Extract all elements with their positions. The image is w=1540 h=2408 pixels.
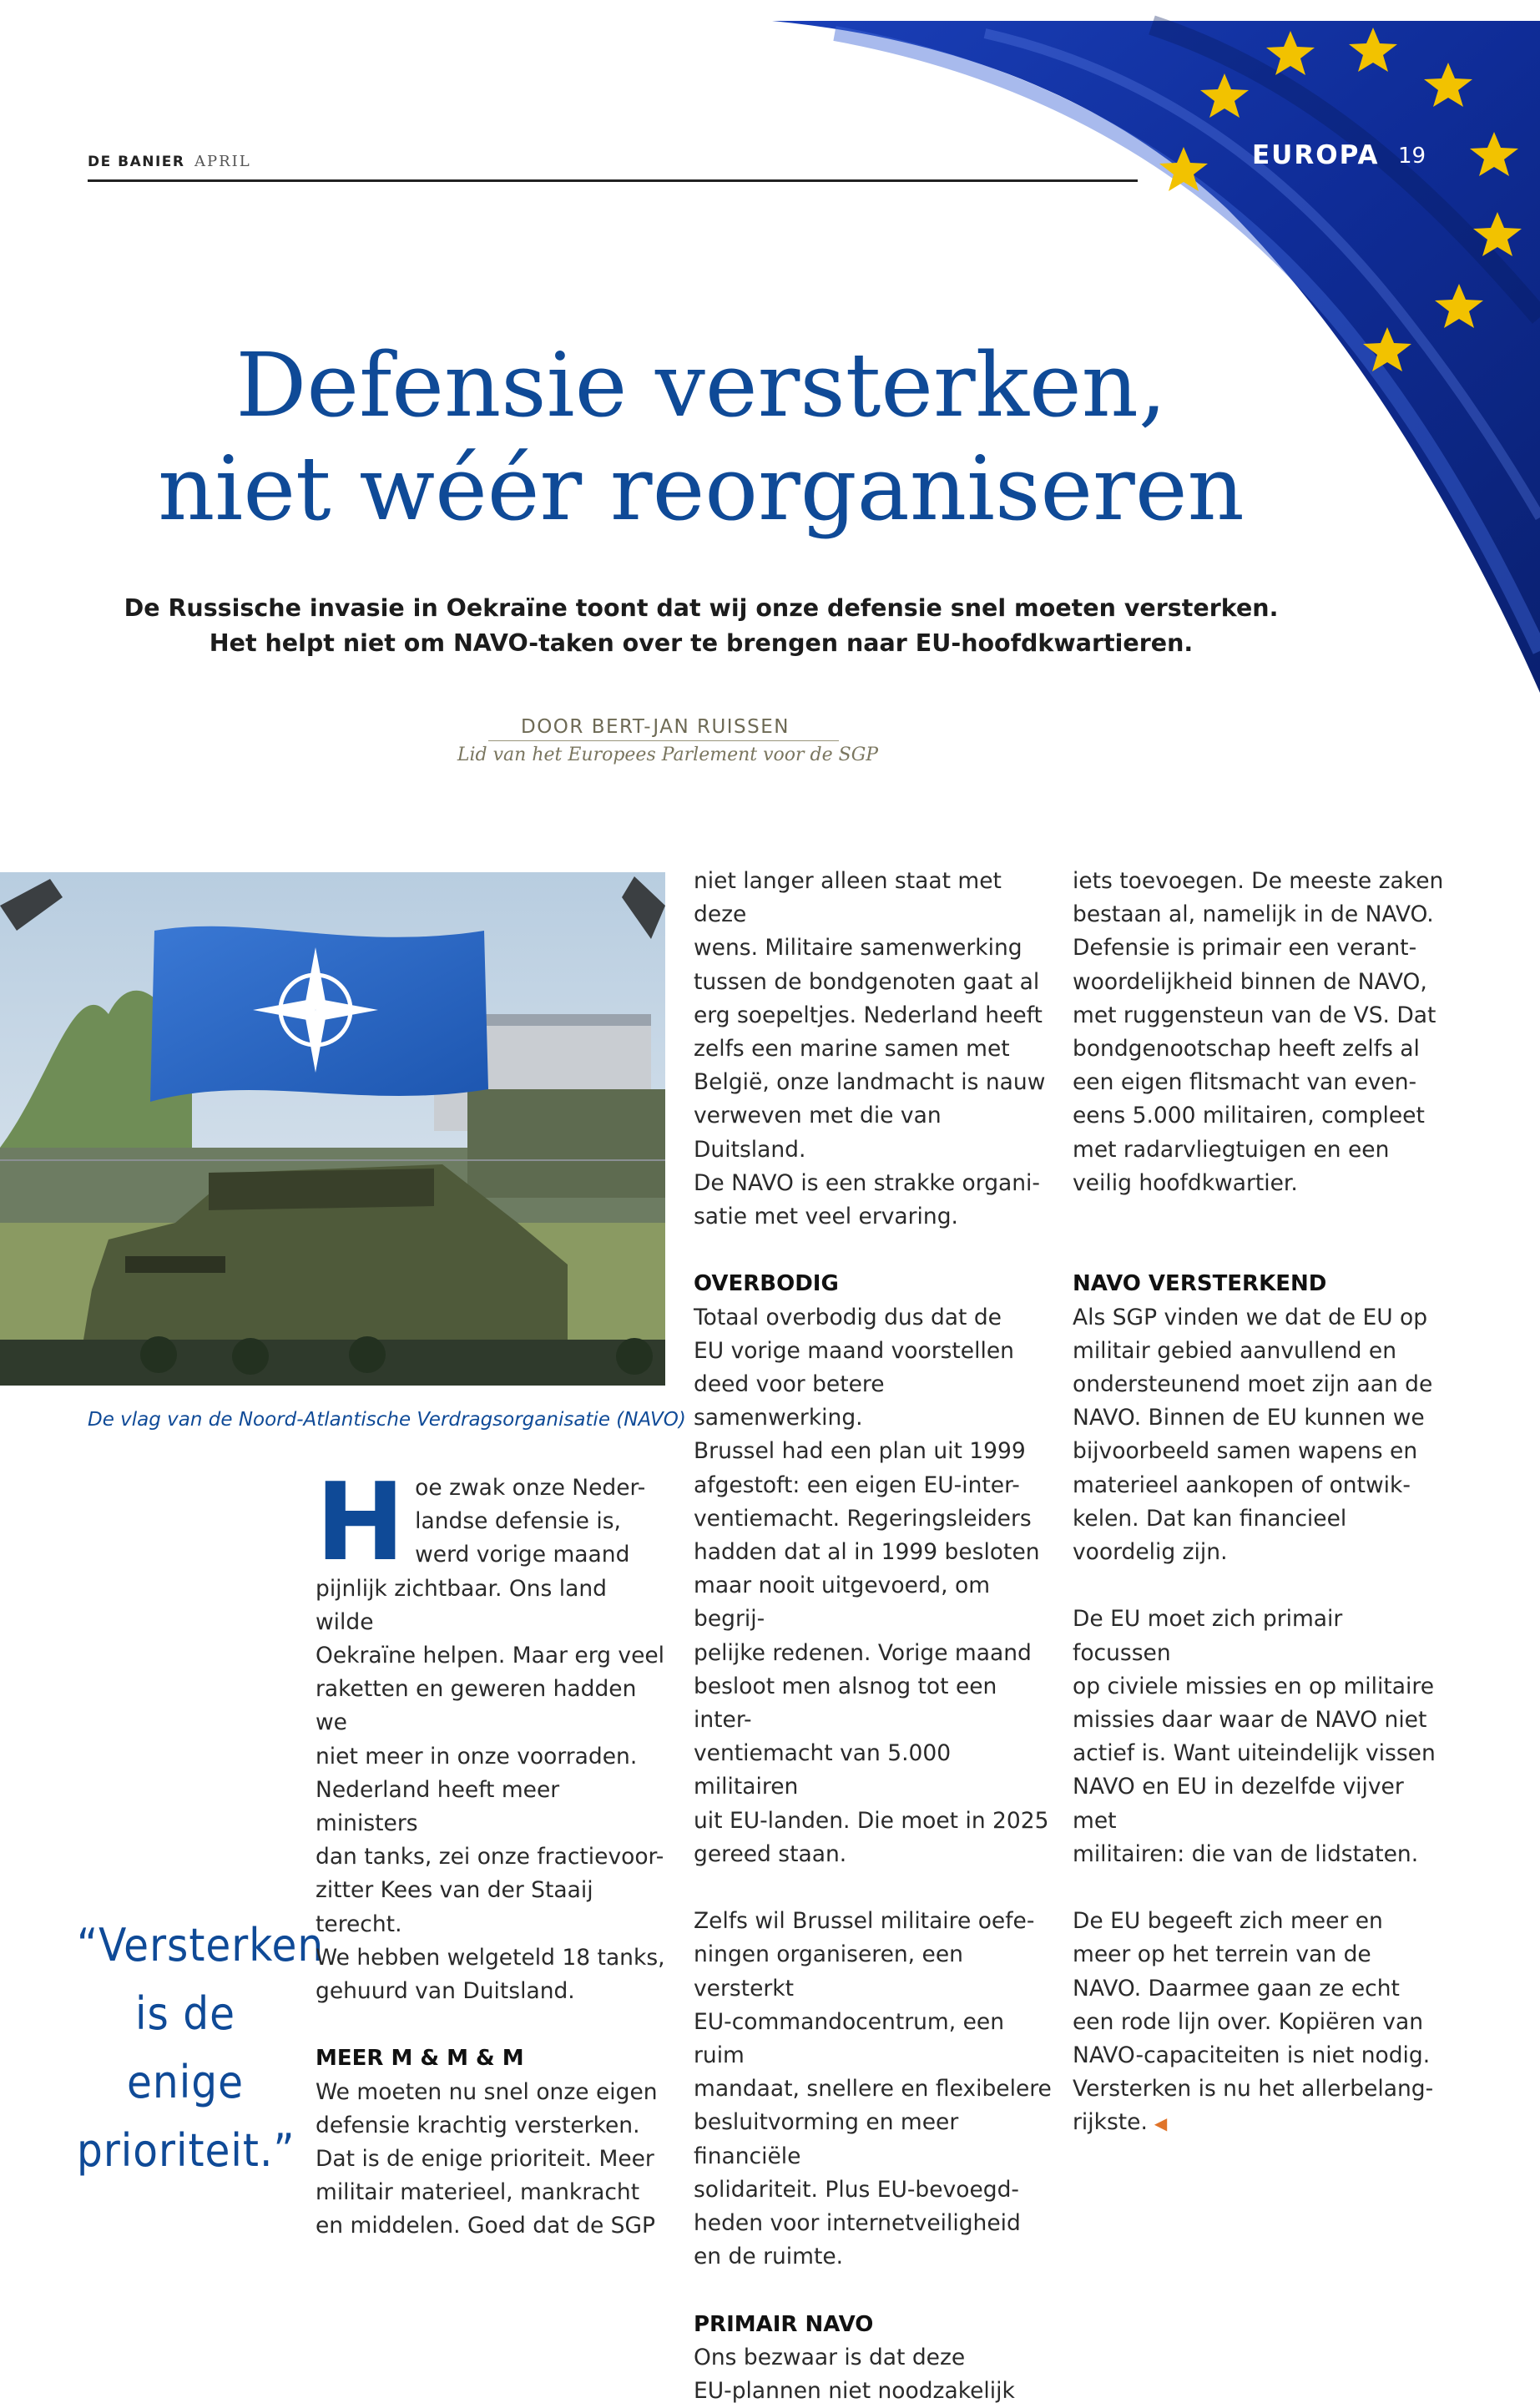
body-text: woordelijkheid binnen de NAVO, [1073,968,1427,995]
body-text-line [1073,1838,1444,1871]
body-text-line [694,2375,1053,2408]
body-text: Zelfs wil Brussel militaire oefe- [694,1908,1035,1935]
body-text: defensie krachtig versterken. [316,2112,640,2138]
body-text-line [316,1639,666,1673]
body-text: NAVO. Daarmee gaan ze echt [1073,1975,1400,2002]
subheading: MEER M & M & M [316,2046,524,2072]
body-text-line [1073,1066,1444,1099]
body-text-line [1073,1972,1444,2006]
byline-author: DOOR BERT-JAN RUISSEN [520,716,790,738]
body-text-line [694,1469,1053,1502]
body-text: militair gebied aanvullend en [1073,1337,1396,1364]
body-text-line [694,1938,1053,2005]
body-text-line [694,2006,1053,2072]
body-text-line [316,1975,666,2008]
body-text: landse defensie is, [415,1508,621,1535]
intro-line: De Russische invasie in Oekraïne toont dat wij onze defensie snel moeten versterken. [124,594,1279,622]
body-text: Dat is de enige prioriteit. Meer [316,2146,654,2173]
body-text: Brussel had een plan uit 1999 [694,1438,1026,1465]
body-text: NAVO. Binnen de EU kunnen we [1073,1405,1425,1431]
body-text-line [694,2173,1053,2207]
byline-role: Lid van het Europees Parlement voor de SGP [457,745,879,765]
body-text: dan tanks, zei onze fractievoor- [316,1844,664,1870]
photo-caption: De vlag van de Noord-Atlantische Verdragsorganisatie (NAVO) [88,1409,686,1431]
body-text: missies daar waar de NAVO niet [1073,1707,1427,1734]
body-text-line [1073,2006,1444,2039]
body-text: iets toevoegen. De meeste zaken [1073,868,1444,894]
issue-month: APRIL [194,153,251,170]
body-text: België, onze landmacht is nauw [694,1069,1046,1096]
body-text-line [694,1670,1053,1737]
pull-quote [77,1911,325,2185]
page-number: 19 [1398,144,1426,169]
body-text-line [316,2076,666,2109]
body-text: deed voor betere samenwerking. [694,1371,885,1431]
body-text: pelijke redenen. Vorige maand [694,1639,1032,1666]
body-text: ventiemacht. Regeringsleiders [694,1505,1032,1532]
body-text-line [1073,2072,1444,2106]
body-text: met radarvliegtuigen en een [1073,1136,1390,1163]
body-text: bestaan al, namelijk in de NAVO. [1073,901,1434,928]
body-text-line [1073,1670,1444,1704]
body-text-line [1073,1502,1444,1536]
body-text: solidariteit. Plus EU-bevoegd- [694,2176,1019,2203]
body-text: EU vorige maand voorstellen [694,1337,1014,1364]
body-column-2 [694,865,1053,2408]
body-text: een eigen flitsmacht van even- [1073,1069,1417,1096]
body-text-line [316,1774,666,1840]
body-text-line [694,966,1053,999]
body-text: op civiele missies en op militaire [1073,1673,1435,1699]
body-text: gehuurd van Duitsland. [316,1978,575,2005]
section-label: EUROPA [1252,140,1380,170]
body-text-line [1073,1905,1444,1938]
body-text: zitter Kees van der Staaij terecht. [316,1877,593,1937]
body-text-line [1073,898,1444,931]
body-text: bondgenootschap heeft zelfs al [1073,1036,1420,1063]
body-text: We hebben welgeteld 18 tanks, [316,1944,665,1971]
body-text-line [694,1099,1053,1166]
body-text: voordelig zijn. [1073,1539,1228,1566]
body-text: een rode lijn over. Kopiëren van [1073,2008,1424,2035]
body-text: Nederland heeft meer ministers [316,1776,560,1837]
body-text: heden voor internetveiligheid [694,2210,1021,2237]
body-text-line [694,2106,1053,2173]
body-text-line [694,1200,1053,1234]
body-column-1 [316,1461,666,2244]
body-text: niet langer alleen staat met deze [694,868,1002,928]
body-text: niet meer in onze voorraden. [316,1743,638,1769]
photo-illustration [0,872,665,1386]
body-text-line [1073,1368,1444,1401]
body-text-line [1073,1704,1444,1737]
body-text: De EU begeeft zich meer en [1073,1908,1383,1935]
body-text-line [1073,1167,1444,1200]
body-text: Oekraïne helpen. Maar erg veel [316,1643,665,1669]
body-text: raketten en geweren hadden we [316,1676,637,1736]
body-text-line [694,1569,1053,1636]
body-text-line [694,1066,1053,1099]
body-text: maar nooit uitgevoerd, om begrij- [694,1573,991,1633]
header-rule [88,179,1138,182]
body-text: pijnlijk zichtbaar. Ons land wilde [316,1575,607,1635]
body-text-line [316,2209,666,2243]
body-text: meer op het terrein van de [1073,1941,1371,1968]
body-text: bijvoorbeeld samen wapens en [1073,1438,1418,1465]
title-line: niet wéér reorganiseren [158,437,1245,540]
body-text-line [316,2109,666,2143]
body-text-line [694,999,1053,1032]
body-text: actief is. Want uiteindelijk vissen [1073,1740,1436,1767]
body-text: werd vorige maand [415,1542,630,1568]
body-text-line [1073,1032,1444,1066]
body-text: EU-commandocentrum, een ruim [694,2008,1004,2069]
body-text: oe zwak onze Neder- [415,1475,646,1501]
body-text-line [316,1573,666,1639]
body-text-line [694,1502,1053,1536]
body-text-line [694,865,1053,931]
body-text: rijkste. [1073,2109,1148,2136]
body-text-line [694,1032,1053,1066]
body-text: verweven met die van Duitsland. [694,1103,942,1163]
body-text-line [1073,2106,1444,2140]
body-text-line [1073,1938,1444,1971]
body-text: wens. Militaire samenwerking [694,935,1022,962]
body-text: afgestoft: een eigen EU-inter- [694,1472,1020,1498]
body-text-line [694,1805,1053,1838]
body-text: Totaal overbodig dus dat de [694,1304,1002,1330]
body-text-line [316,1840,666,1874]
body-text-line [1073,1469,1444,1502]
body-text: materieel aankopen of ontwik- [1073,1472,1411,1498]
body-text-line [694,1167,1053,1200]
body-text-line [694,1737,1053,1804]
body-text-line [694,1637,1053,1670]
body-column-3 [1073,865,1444,2141]
body-text-line [1073,1335,1444,1368]
body-text-line [694,2207,1053,2240]
body-text: kelen. Dat kan financieel [1073,1505,1347,1532]
body-text-line [1073,865,1444,898]
body-text: ondersteunend moet zijn aan de [1073,1371,1433,1398]
body-text-line [694,1301,1053,1335]
body-text: militairen: die van de lidstaten. [1073,1840,1419,1867]
body-text: eens 5.000 militairen, compleet [1073,1103,1425,1129]
body-text-line [1073,1099,1444,1133]
body-text: uit EU-landen. Die moet in 2025 [694,1807,1049,1834]
body-text-line [316,2176,666,2209]
body-text-line [316,1740,666,1774]
body-text-line [316,1941,666,1975]
body-text: zelfs een marine samen met [694,1036,1010,1063]
pull-quote-line: prioriteit.” [77,2124,295,2177]
body-text: De NAVO is een strakke organi- [694,1169,1040,1196]
title-line: Defensie versterken, [235,334,1167,437]
body-text-line [1073,2039,1444,2072]
body-text-line [694,1435,1053,1468]
body-text-line [694,1905,1053,1938]
pull-quote-line: “Versterken [77,1919,325,1971]
body-text: en de ruimte. [694,2244,844,2270]
body-text-line [1073,1536,1444,1569]
body-text-line [316,1874,666,1941]
body-text: De EU moet zich primair focussen [1073,1606,1343,1666]
body-text-line [1073,1770,1444,1837]
end-mark-icon: ◀ [1154,2113,1168,2134]
body-text-line [1073,966,1444,999]
body-text-line [1073,931,1444,965]
body-text-line [694,2240,1053,2274]
subheading: NAVO VERSTERKEND [1073,1271,1327,1297]
body-text-line [694,931,1053,965]
body-text: besluitvorming en meer financiële [694,2109,959,2169]
body-text: met ruggensteun van de VS. Dat [1073,1002,1436,1028]
article-intro [83,591,1319,661]
body-text: satie met veel ervaring. [694,1204,958,1230]
body-text: NAVO en EU in dezelfde vijver met [1073,1774,1404,1834]
subheading: OVERBODIG [694,1271,839,1297]
body-text: Ons bezwaar is dat deze [694,2344,966,2370]
body-text: Versterken is nu het allerbelang- [1073,2076,1434,2103]
body-text: besloot men alsnog tot een inter- [694,1673,997,1734]
body-text-line [694,2341,1053,2375]
body-text-line [694,2072,1053,2106]
nato-flag-photo [0,872,665,1386]
body-text-line [1073,1133,1444,1167]
subheading: PRIMAIR NAVO [694,2311,874,2337]
body-text-line [694,1536,1053,1569]
article-title [50,334,1352,541]
body-text-line [1073,1603,1444,1669]
body-text-line [694,1335,1053,1368]
body-text-line [1073,1301,1444,1335]
body-text-line [694,1838,1053,1871]
body-text-line [1073,1737,1444,1770]
body-text-line [1073,1435,1444,1468]
body-text: veilig hoofdkwartier. [1073,1169,1298,1196]
body-text: ningen organiseren, een versterkt [694,1941,963,2002]
body-text: hadden dat al in 1999 besloten [694,1539,1040,1566]
intro-line: Het helpt niet om NAVO-taken over te brengen naar EU-hoofdkwartieren. [209,629,1194,657]
body-text: en middelen. Goed dat de SGP [316,2213,656,2239]
body-text-line [316,2143,666,2176]
body-text: Als SGP vinden we dat de EU op [1073,1304,1428,1330]
drop-cap: H [316,1461,406,1585]
body-text-line [694,1368,1053,1435]
body-text: tussen de bondgenoten gaat al [694,968,1040,995]
body-text: Defensie is primair een verant- [1073,935,1417,962]
body-text: We moeten nu snel onze eigen [316,2078,658,2105]
body-text: erg soepeltjes. Nederland heeft [694,1002,1043,1028]
body-text-line [1073,999,1444,1032]
publication-name: DE BANIER [88,154,185,170]
body-text: mandaat, snellere en flexibelere [694,2076,1052,2103]
body-text: militair materieel, mankracht [316,2179,640,2206]
pull-quote-line: is de enige [127,1987,244,2108]
body-text: gereed staan. [694,1840,847,1867]
body-text: NAVO-capaciteiten is niet nodig. [1073,2042,1431,2069]
body-text: EU-plannen niet noodzakelijk [694,2378,1015,2405]
byline-rule [488,740,839,741]
body-text-line [1073,1401,1444,1435]
body-text-line [316,1673,666,1739]
body-text: ventiemacht van 5.000 militairen [694,1740,952,1800]
